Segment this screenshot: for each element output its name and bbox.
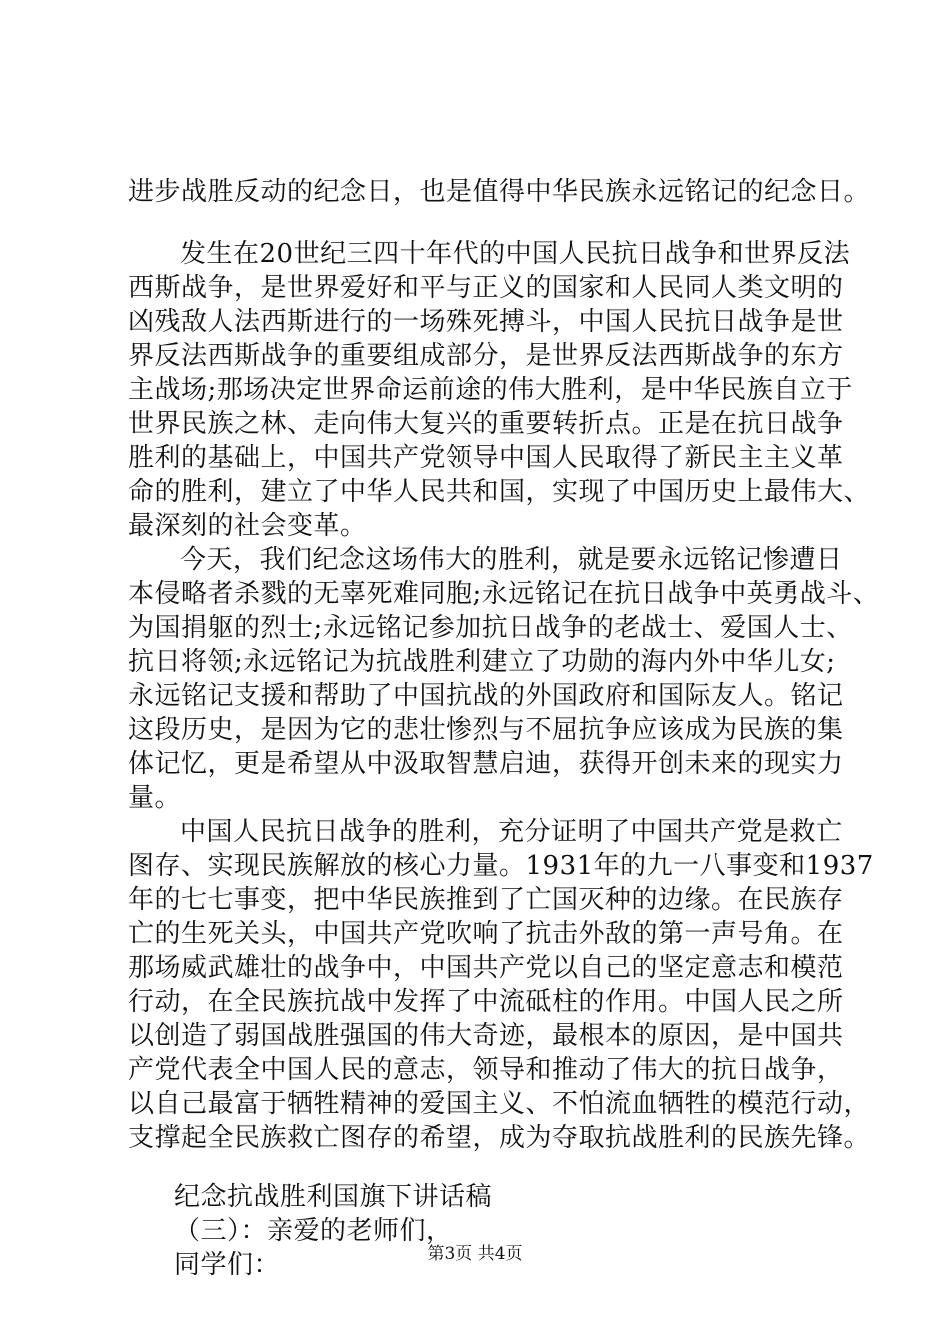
text-line: 抗日将领;永远铭记为抗战胜利建立了功勋的海内外中华儿女;	[128, 647, 836, 677]
greeting-line: （三）：亲爱的老师们，	[174, 1216, 453, 1246]
text-line: 那场威武雄壮的战争中，中国共产党以自己的坚定意志和模范	[128, 953, 844, 983]
paragraph-first-line: 中国人民抗日战争的胜利，充分证明了中国共产党是救亡	[180, 817, 843, 847]
text-line: 量。	[128, 783, 182, 813]
text-line: 年的七七事变，把中华民族推到了亡国灭种的边缘。在民族存	[128, 885, 844, 915]
text-line: 图存、实现民族解放的核心力量。1931年的九一八事变和1937	[128, 851, 874, 881]
text-line: 为国捐躯的烈士;永远铭记参加抗日战争的老战士、爱国人士、	[128, 613, 853, 643]
text-line: 永远铭记支援和帮助了中国抗战的外国政府和国际友人。铭记	[128, 681, 844, 711]
text-line: 以创造了弱国战胜强国的伟大奇迹，最根本的原因，是中国共	[128, 1021, 844, 1051]
text-line: 主战场;那场决定世界命运前途的伟大胜利，是中华民族自立于	[128, 375, 853, 405]
text-line: 体记忆，更是希望从中汲取智慧启迪，获得开创未来的现实力	[128, 749, 844, 779]
text-line: 这段历史，是因为它的悲壮惨烈与不屈抗争应该成为民族的集	[128, 715, 844, 745]
text-line: 西斯战争，是世界爱好和平与正义的国家和人民同人类文明的	[128, 273, 844, 303]
text-line: 本侵略者杀戮的无辜死难同胞;永远铭记在抗日战争中英勇战斗、	[128, 579, 880, 609]
text-line: 界反法西斯战争的重要组成部分，是世界反法西斯战争的东方	[128, 341, 844, 371]
text-line: 行动，在全民族抗战中发挥了中流砥柱的作用。中国人民之所	[128, 987, 844, 1017]
greeting-line: 同学们：	[174, 1250, 281, 1280]
text-line: 以自己最富于牺牲精神的爱国主义、不怕流血牺牲的模范行动，	[128, 1089, 871, 1119]
text-line: 产党代表全中国人民的意志，领导和推动了伟大的抗日战争，	[128, 1055, 844, 1085]
text-line: 胜利的基础上，中国共产党领导中国人民取得了新民主主义革	[128, 443, 844, 473]
paragraph-first-line: 发生在20世纪三四十年代的中国人民抗日战争和世界反法	[180, 239, 851, 269]
text-line: 最深刻的社会变革。	[128, 511, 367, 541]
text-line: 亡的生死关头，中国共产党吹响了抗击外敌的第一声号角。在	[128, 919, 844, 949]
paragraph-first-line: 今天，我们纪念这场伟大的胜利，就是要永远铭记惨遭日	[180, 545, 843, 575]
text-line: 命的胜利，建立了中华人民共和国，实现了中国历史上最伟大、	[128, 477, 871, 507]
page-footer: 第3页 共4页	[427, 1244, 523, 1264]
text-line: 凶残敌人法西斯进行的一场殊死搏斗，中国人民抗日战争是世	[128, 307, 844, 337]
text-line: 世界民族之林、走向伟大复兴的重要转折点。正是在抗日战争	[128, 409, 844, 439]
text-line: 支撑起全民族救亡图存的希望，成为夺取抗战胜利的民族先锋。	[128, 1123, 871, 1153]
subtitle-line: 纪念抗战胜利国旗下讲话稿	[174, 1182, 493, 1212]
text-line: 进步战胜反动的纪念日，也是值得中华民族永远铭记的纪念日。	[128, 177, 871, 207]
